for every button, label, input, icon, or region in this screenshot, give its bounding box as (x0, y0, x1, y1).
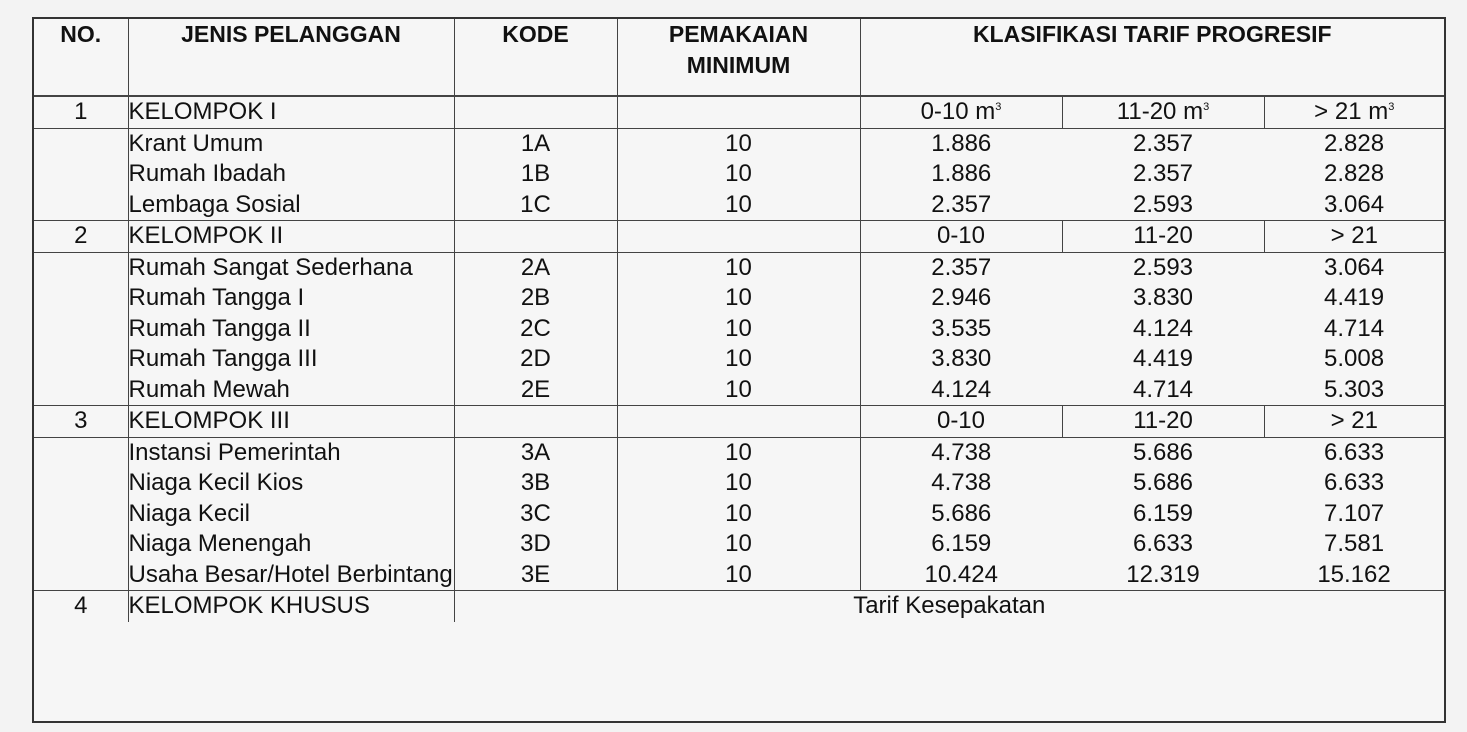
header-no: NO. (34, 19, 128, 96)
table-row (34, 190, 1444, 221)
tariff-table (34, 19, 1444, 622)
minimum-usage: 10 (617, 499, 860, 530)
tariff-over-21: 2.828 (1323, 129, 1385, 157)
group-number: 2 (34, 221, 128, 253)
special-group-row (34, 591, 1444, 622)
row-no-empty (34, 468, 128, 499)
header-kode: KODE (454, 19, 617, 96)
tariff-over-21: 15.162 (1317, 560, 1391, 588)
group-min-empty (617, 96, 860, 128)
customer-type: Rumah Sangat Sederhana (128, 252, 454, 283)
table-row (34, 314, 1444, 345)
tariff-over-21: 2.828 (1323, 160, 1385, 187)
minimum-usage: 10 (617, 468, 860, 499)
minimum-usage: 10 (617, 529, 860, 560)
tariff-11-20: 5.686 (1132, 469, 1194, 496)
minimum-usage: 10 (617, 437, 860, 468)
tariff-0-10: 3.830 (860, 344, 1062, 375)
tariff-over-21: 6.633 (1323, 438, 1385, 466)
table-row (34, 437, 1444, 468)
header-klasifikasi-tarif: KLASIFIKASI TARIF PROGRESIF (860, 19, 1444, 96)
customer-code: 3B (454, 468, 617, 499)
row-no-empty (34, 128, 128, 159)
tariff-11-20: 4.714 (1132, 375, 1194, 403)
customer-code: 1C (454, 190, 617, 221)
customer-type: Instansi Pemerintah (128, 437, 454, 468)
header-pemakaian-minimum: PEMAKAIAN MINIMUM (617, 19, 860, 96)
tariff-0-10: 6.159 (860, 529, 1062, 560)
group-number: 1 (34, 96, 128, 128)
tariff-over-21: 5.303 (1323, 375, 1385, 403)
group-number: 3 (34, 406, 128, 438)
group-min-empty (617, 406, 860, 438)
row-no-empty (34, 529, 128, 560)
group-kode-empty (454, 406, 617, 438)
range-label: > 21 (1264, 221, 1444, 253)
customer-type: Lembaga Sosial (128, 190, 454, 221)
tariff-11-20: 2.593 (1132, 190, 1194, 218)
tariff-11-20: 6.633 (1132, 530, 1194, 557)
tariff-0-10: 3.535 (860, 314, 1062, 345)
table-row (34, 529, 1444, 560)
customer-type: Niaga Menengah (128, 529, 454, 560)
tariff-over-21: 4.714 (1323, 314, 1385, 342)
row-no-empty (34, 190, 128, 221)
row-no-empty (34, 283, 128, 314)
table-row (34, 499, 1444, 530)
customer-type: Niaga Kecil Kios (128, 468, 454, 499)
range-label: 11-20 $m^3$ (1062, 96, 1264, 128)
table-header (34, 19, 1444, 96)
tariff-0-10: 1.886 (860, 159, 1062, 190)
range-label: 11-20 (1062, 406, 1264, 438)
row-no-empty (34, 437, 128, 468)
tariff-0-10: 1.886 (860, 128, 1062, 159)
tariff-0-10: 2.357 (860, 252, 1062, 283)
table-row (34, 159, 1444, 190)
group-row (34, 221, 1444, 253)
customer-type: Rumah Tangga III (128, 344, 454, 375)
customer-code: 1A (454, 128, 617, 159)
customer-code: 1B (454, 159, 617, 190)
group-name: KELOMPOK III (128, 406, 454, 438)
table-row (34, 128, 1444, 159)
row-no-empty (34, 252, 128, 283)
tariff-over-21: 7.107 (1323, 499, 1385, 527)
range-label: 0-10 (860, 406, 1062, 438)
minimum-usage: 10 (617, 190, 860, 221)
table-row (34, 344, 1444, 375)
customer-code: 3E (454, 560, 617, 591)
group-row (34, 406, 1444, 438)
range-label: > 21 $m^3$ (1264, 96, 1444, 128)
group-kode-empty (454, 96, 617, 128)
row-no-empty (34, 375, 128, 406)
minimum-usage: 10 (617, 375, 860, 406)
customer-code: 3A (454, 437, 617, 468)
range-label: 11-20 (1062, 221, 1264, 253)
customer-type: Usaha Besar/Hotel Berbintang (128, 560, 454, 591)
tariff-0-10: 4.738 (860, 468, 1062, 499)
customer-type: Krant Umum (128, 128, 454, 159)
customer-code: 3D (454, 529, 617, 560)
tariff-over-21: 5.008 (1323, 345, 1385, 372)
customer-code: 2A (454, 252, 617, 283)
tariff-over-21: 3.064 (1323, 190, 1385, 218)
row-no-empty (34, 344, 128, 375)
group-name: KELOMPOK KHUSUS (128, 591, 454, 622)
group-number: 4 (34, 591, 128, 622)
tariff-over-21: 7.581 (1323, 530, 1385, 557)
minimum-usage: 10 (617, 344, 860, 375)
header-jenis-pelanggan: JENIS PELANGGAN (128, 19, 454, 96)
tariff-table-frame (32, 17, 1446, 723)
tariff-over-21: 3.064 (1323, 253, 1385, 281)
minimum-usage: 10 (617, 314, 860, 345)
tariff-over-21: 6.633 (1323, 469, 1385, 496)
minimum-usage: 10 (617, 560, 860, 591)
group-name: KELOMPOK I (128, 96, 454, 128)
row-no-empty (34, 159, 128, 190)
tariff-over-21: 4.419 (1323, 284, 1385, 311)
tariff-0-10: 10.424 (860, 560, 1062, 591)
group-name: KELOMPOK II (128, 221, 454, 253)
tariff-11-20: 4.419 (1132, 345, 1194, 372)
tariff-11-20: 3.830 (1132, 284, 1194, 311)
customer-code: 2D (454, 344, 617, 375)
customer-type: Niaga Kecil (128, 499, 454, 530)
special-tariff-note: Tarif Kesepakatan (454, 591, 1444, 622)
tariff-11-20: 2.357 (1132, 129, 1194, 157)
table-row (34, 468, 1444, 499)
group-min-empty (617, 221, 860, 253)
tariff-0-10: 4.124 (860, 375, 1062, 406)
minimum-usage: 10 (617, 252, 860, 283)
tariff-11-20: 2.357 (1132, 160, 1194, 187)
table-body (34, 96, 1444, 622)
customer-type: Rumah Tangga I (128, 283, 454, 314)
table-row (34, 560, 1444, 591)
tariff-11-20: 2.593 (1132, 253, 1194, 281)
minimum-usage: 10 (617, 128, 860, 159)
tariff-0-10: 5.686 (860, 499, 1062, 530)
customer-code: 2C (454, 314, 617, 345)
row-no-empty (34, 560, 128, 591)
tariff-11-20: 4.124 (1132, 314, 1194, 342)
row-no-empty (34, 314, 128, 345)
range-label: > 21 (1264, 406, 1444, 438)
tariff-11-20: 6.159 (1132, 499, 1194, 527)
range-label: 0-10 $m^3$ (860, 96, 1062, 128)
range-label: 0-10 (860, 221, 1062, 253)
table-row (34, 283, 1444, 314)
tariff-11-20: 5.686 (1132, 438, 1194, 466)
customer-code: 2B (454, 283, 617, 314)
row-no-empty (34, 499, 128, 530)
customer-code: 2E (454, 375, 617, 406)
customer-type: Rumah Ibadah (128, 159, 454, 190)
table-row (34, 375, 1444, 406)
minimum-usage: 10 (617, 283, 860, 314)
customer-type: Rumah Mewah (128, 375, 454, 406)
customer-code: 3C (454, 499, 617, 530)
customer-type: Rumah Tangga II (128, 314, 454, 345)
tariff-0-10: 2.357 (860, 190, 1062, 221)
tariff-11-20: 12.319 (1126, 560, 1200, 588)
group-kode-empty (454, 221, 617, 253)
group-row (34, 96, 1444, 128)
tariff-0-10: 4.738 (860, 437, 1062, 468)
minimum-usage: 10 (617, 159, 860, 190)
tariff-0-10: 2.946 (860, 283, 1062, 314)
table-row (34, 252, 1444, 283)
